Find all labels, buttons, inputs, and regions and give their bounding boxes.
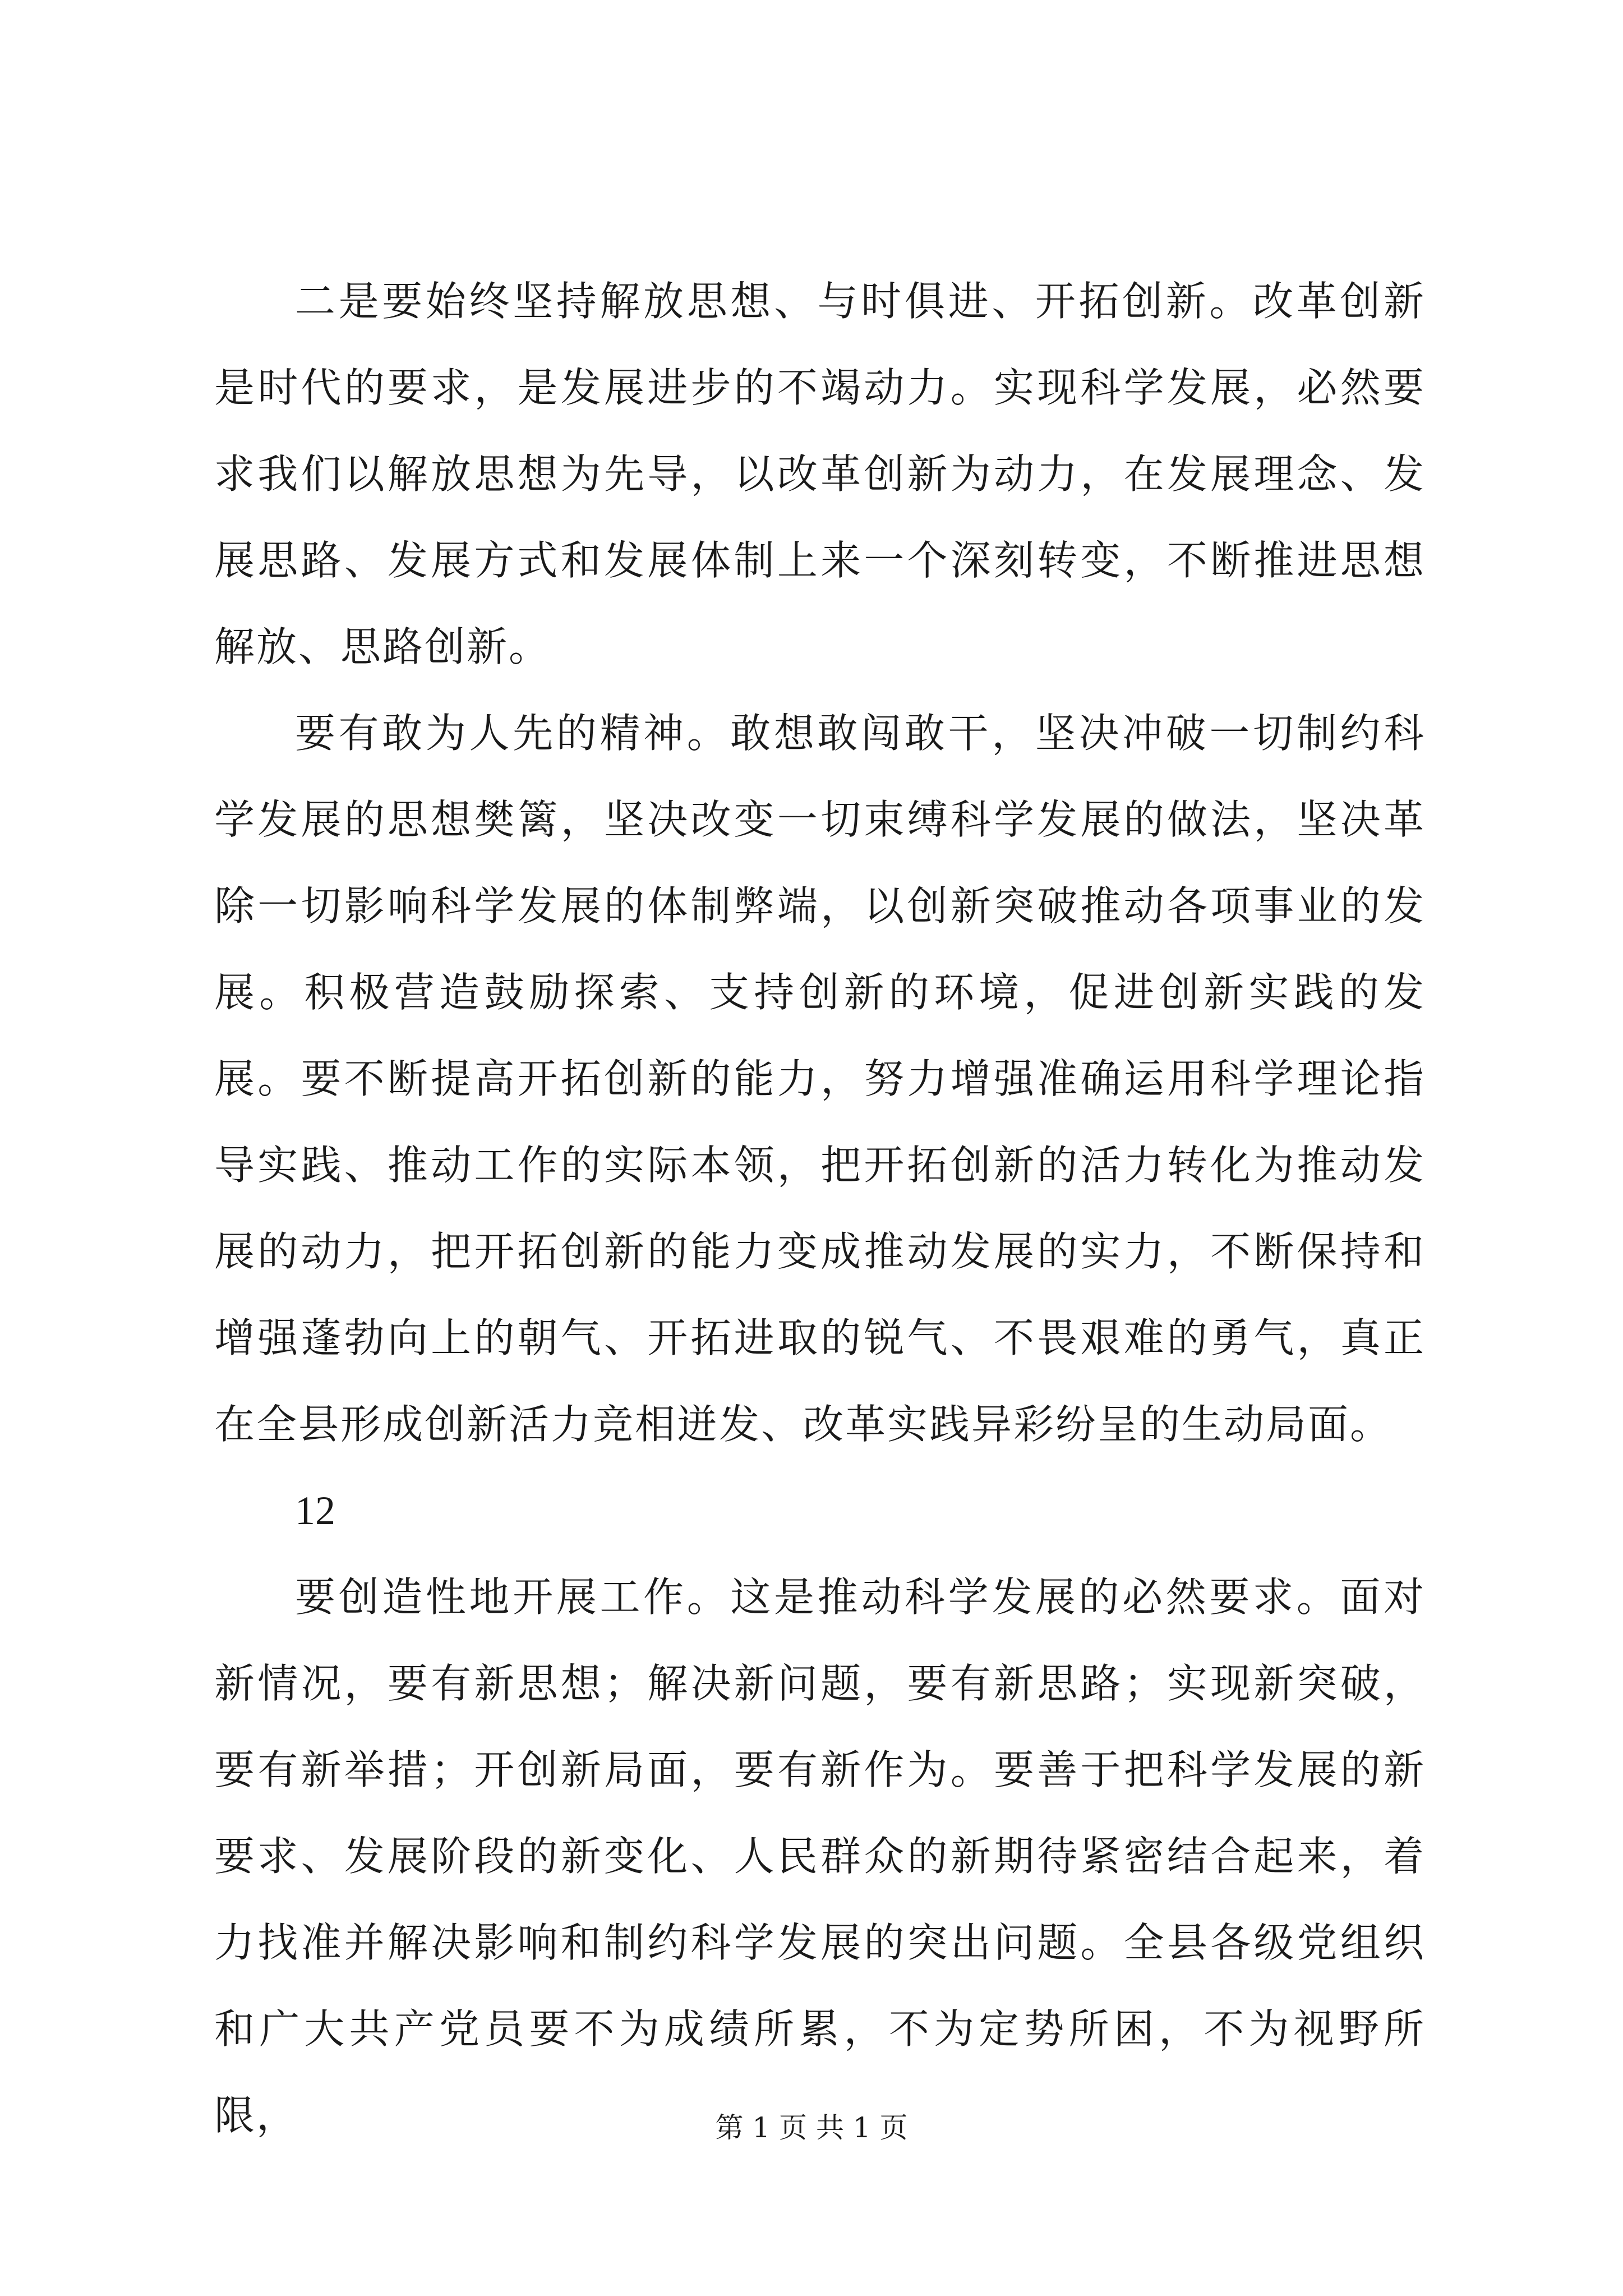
inline-number: 12 xyxy=(295,1488,335,1533)
page-footer: 第 1 页 共 1 页 xyxy=(715,2111,908,2144)
paragraph-liberate-thinking: 二是要始终坚持解放思想、与时俱进、开拓创新。改革创新是时代的要求，是发展进步的不竭动力。实现科学发展，必然要求我们以解放思想为先导，以改革创新为动力，在发展理念、发展思路、发展方式和发展体制上来一个深刻转变，不断推进思想解放、思路创新。 xyxy=(214,278,1426,670)
paragraph-creative-work: 要创造性地开展工作。这是推动科学发展的必然要求。面对新情况，要有新思想；解决新问题，要有新思路；实现新突破，要有新举措；开创新局面，要有新作为。要善于把科学发展的新要求、发展阶段的新变化、人民群众的新期待紧密结合起来，着力找准并解决影响和制约科学发展的突出问题。全县各级党组织和广大共产党员要不为成绩所累，不为定势所困，不为视野所限， xyxy=(214,1573,1426,2139)
document-body xyxy=(214,258,1426,2159)
paragraph-pioneering-spirit: 要有敢为人先的精神。敢想敢闯敢干，坚决冲破一切制约科学发展的思想樊篱，坚决改变一切束缚科学发展的做法，坚决革除一切影响科学发展的体制弊端，以创新突破推动各项事业的发展。积极营造鼓励探索、支持创新的环境，促进创新实践的发展。要不断提高开拓创新的能力，努力增强准确运用科学理论指导实践、推动工作的实际本领，把开拓创新的活力转化为推动发展的动力，把开拓创新的能力变成推动发展的实力，不断保持和增强蓬勃向上的朝气、开拓进取的锐气、不畏艰难的勇气，真正在全县形成创新活力竞相迸发、改革实践异彩纷呈的生动局面。 xyxy=(214,710,1426,1448)
